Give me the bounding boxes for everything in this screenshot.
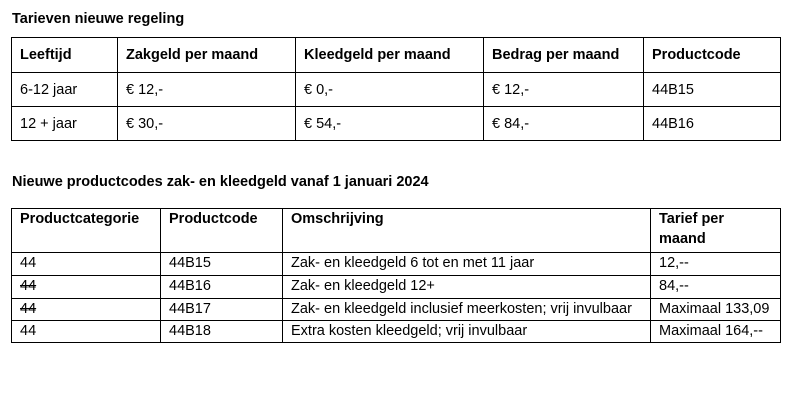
table-row [12,107,781,141]
cell-clothing-money: € 0,- [296,73,484,107]
column-header-rate: Tarief per maand [651,209,781,253]
cell-amount: € 12,- [484,73,644,107]
column-header-pocket-money: Zakgeld per maand [118,38,296,73]
cell-rate: Maximaal 133,09 [651,299,781,321]
column-header-amount: Bedrag per maand [484,38,644,73]
product-codes-table-title: Nieuwe productcodes zak- en kleedgeld vanaf 1 januari 2024 [12,174,429,190]
column-header-clothing-money: Kleedgeld per maand [296,38,484,73]
cell-age: 6-12 jaar [12,73,118,107]
cell-product-code: 44B15 [644,73,781,107]
cell-pocket-money: € 12,- [118,73,296,107]
table-header-row [12,38,781,73]
cell-product-code: 44B16 [161,276,283,299]
cell-amount: € 84,- [484,107,644,141]
column-header-product-code: Productcode [644,38,781,73]
product-codes-table [11,208,781,343]
cell-description: Zak- en kleedgeld 12+ [283,276,651,299]
rates-table [11,37,781,141]
column-header-product-code: Productcode [161,209,283,253]
cell-rate: 84,-- [651,276,781,299]
cell-product-category: 44 [12,299,161,321]
cell-product-code: 44B18 [161,321,283,343]
table-header-row [12,209,781,253]
cell-description: Extra kosten kleedgeld; vrij invulbaar [283,321,651,343]
rates-table-title: Tarieven nieuwe regeling [12,11,185,27]
cell-rate: 12,-- [651,253,781,276]
table-row [12,253,781,276]
cell-rate: Maximaal 164,-- [651,321,781,343]
cell-product-code: 44B16 [644,107,781,141]
cell-pocket-money: € 30,- [118,107,296,141]
column-header-product-category: Productcategorie [12,209,161,253]
table-row [12,299,781,321]
cell-clothing-money: € 54,- [296,107,484,141]
table-row [12,321,781,343]
cell-description: Zak- en kleedgeld inclusief meerkosten; vrij invulbaar [283,299,651,321]
cell-product-category: 44 [12,276,161,299]
cell-product-code: 44B15 [161,253,283,276]
cell-product-code: 44B17 [161,299,283,321]
cell-description: Zak- en kleedgeld 6 tot en met 11 jaar [283,253,651,276]
table-row [12,276,781,299]
table-row [12,73,781,107]
column-header-age: Leeftijd [12,38,118,73]
cell-product-category: 44 [12,253,161,276]
cell-product-category: 44 [12,321,161,343]
column-header-description: Omschrijving [283,209,651,253]
cell-age: 12 + jaar [12,107,118,141]
